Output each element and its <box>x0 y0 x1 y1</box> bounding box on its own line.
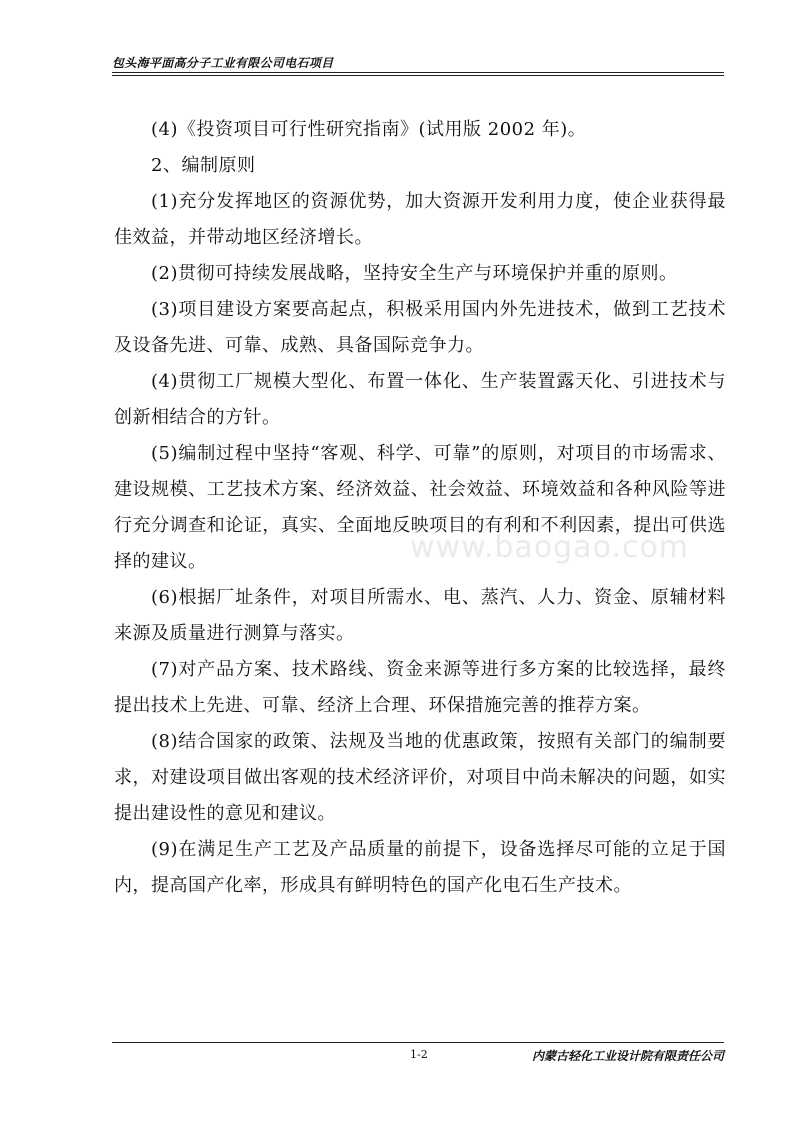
footer-rule <box>112 1042 724 1043</box>
principle-3: (3)项目建设方案要高起点，积极采用国内外先进技术，做到工艺技术及设备先进、可靠、成熟、具备国际竞争力。 <box>114 299 726 356</box>
section-heading-principles: 2、编制原则 <box>151 155 256 176</box>
running-header-title: 包头海平面高分子工业有限公司电石项目 <box>112 56 334 70</box>
header-rule-bottom <box>112 75 724 76</box>
principle-7: (7)对产品方案、技术路线、资金来源等进行多方案的比较选择，最终提出技术上先进、可靠、经济上合理、环保措施完善的推荐方案。 <box>114 659 726 716</box>
header-rule-top <box>112 72 724 73</box>
principle-9: (9)在满足生产工艺及产品质量的前提下，设备选择尽可能的立足于国内，提高国产化率，形成具有鲜明特色的国产化电石生产技术。 <box>114 839 726 896</box>
page-number: 1-2 <box>410 1048 428 1061</box>
document-body <box>114 112 726 904</box>
paragraph-reference-guide: (4)《投资项目可行性研究指南》(试用版 2002 年)。 <box>151 119 587 140</box>
principle-2: (2)贯彻可持续发展战略，坚持安全生产与环境保护并重的原则。 <box>151 263 678 284</box>
principle-5: (5)编制过程中坚持“客观、科学、可靠”的原则，对项目的市场需求、建设规模、工艺技术方案、经济效益、社会效益、环境效益和各种风险等进行充分调查和论证，真实、全面地反映项目的有利和不利因素，提出可供选择的建议。 <box>114 443 726 572</box>
footer-organization: 内蒙古轻化工业设计院有限责任公司 <box>531 1049 724 1063</box>
principle-6: (6)根据厂址条件，对项目所需水、电、蒸汽、人力、资金、原辅材料来源及质量进行测算与落实。 <box>114 587 726 644</box>
watermark: www.baogao.com <box>410 530 690 565</box>
principle-8: (8)结合国家的政策、法规及当地的优惠政策，按照有关部门的编制要求，对建设项目做出客观的技术经济评价，对项目中尚未解决的问题，如实提出建设性的意见和建议。 <box>114 731 726 824</box>
principle-1: (1)充分发挥地区的资源优势，加大资源开发利用力度，使企业获得最佳效益，并带动地区经济增长。 <box>114 191 726 248</box>
principle-4: (4)贯彻工厂规模大型化、布置一体化、生产装置露天化、引进技术与创新相结合的方针。 <box>114 371 726 428</box>
